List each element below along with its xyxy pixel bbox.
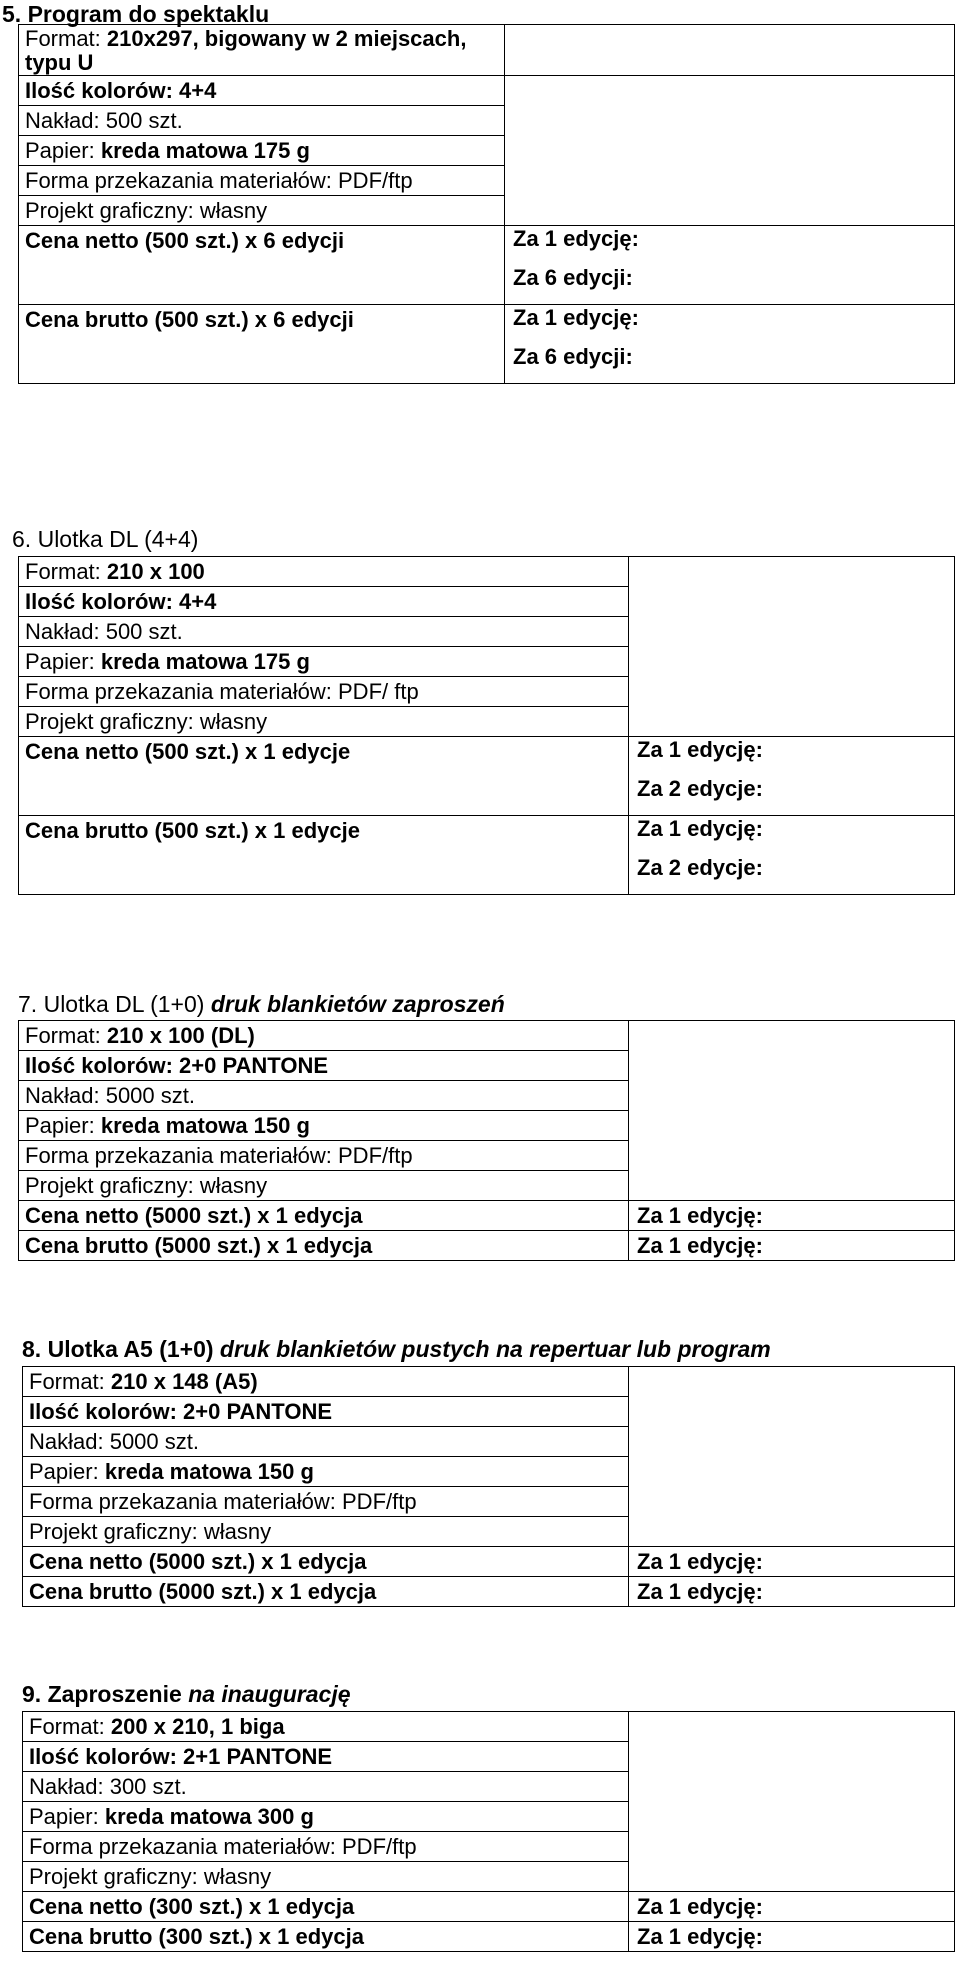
nakład-cell: Nakład: 500 szt.	[19, 106, 505, 136]
colors-cell: Ilość kolorów: 2+1 PANTONE	[23, 1742, 629, 1772]
netto-price-cell: Za 1 edycję:	[629, 1892, 955, 1922]
netto-cell: Cena netto (500 szt.) x 6 edycji	[19, 226, 505, 305]
nakład-cell: Nakład: 300 szt.	[23, 1772, 629, 1802]
forma-cell: Forma przekazania materiałów: PDF/ftp	[19, 1141, 629, 1171]
blank-cell	[629, 1367, 955, 1547]
brutto-price-cell: Za 1 edycję:	[629, 1231, 955, 1261]
colors-cell: Ilość kolorów: 4+4	[19, 76, 505, 106]
netto-cell: Cena netto (5000 szt.) x 1 edycja	[19, 1201, 629, 1231]
brutto-price-cell: Za 1 edycję: Za 6 edycji:	[505, 305, 955, 384]
paper-cell: Papier: kreda matowa 150 g	[19, 1111, 629, 1141]
projekt-cell: Projekt graficzny: własny	[19, 707, 629, 737]
paper-cell: Papier: kreda matowa 175 g	[19, 647, 629, 677]
format-cell: Format: 200 x 210, 1 biga	[23, 1712, 629, 1742]
section-title-text: Program do spektaklu	[27, 1, 270, 27]
nakład-cell: Nakład: 5000 szt.	[19, 1081, 629, 1111]
brutto-price-cell: Za 1 edycję:	[629, 1922, 955, 1952]
brutto-price-cell: Za 1 edycję: Za 2 edycje:	[629, 816, 955, 895]
netto-price-cell: Za 1 edycję:	[629, 1201, 955, 1231]
nakład-cell: Nakład: 5000 szt.	[23, 1427, 629, 1457]
colors-cell: Ilość kolorów: 4+4	[19, 587, 629, 617]
section-number: 5.	[2, 1, 22, 27]
section-5-table	[18, 24, 955, 384]
format-cell: Format: 210x297, bigowany w 2 miejscach, typu U	[19, 25, 505, 76]
colors-cell: Ilość kolorów: 2+0 PANTONE	[23, 1397, 629, 1427]
brutto-price-cell: Za 1 edycję:	[629, 1577, 955, 1607]
blank-cell	[629, 1021, 955, 1201]
forma-cell: Forma przekazania materiałów: PDF/ftp	[23, 1832, 629, 1862]
brutto-cell: Cena brutto (500 szt.) x 1 edycje	[19, 816, 629, 895]
paper-cell: Papier: kreda matowa 175 g	[19, 136, 505, 166]
blank-cell	[629, 557, 955, 737]
nakład-cell: Nakład: 500 szt.	[19, 617, 629, 647]
section-9-title: 9. Zaproszenie na inaugurację	[22, 1681, 351, 1707]
brutto-cell: Cena brutto (500 szt.) x 6 edycji	[19, 305, 505, 384]
format-cell: Format: 210 x 100	[19, 557, 629, 587]
projekt-cell: Projekt graficzny: własny	[19, 1171, 629, 1201]
projekt-cell: Projekt graficzny: własny	[19, 196, 505, 226]
blank-cell	[505, 76, 955, 226]
section-6-title: 6. Ulotka DL (4+4)	[12, 526, 199, 552]
brutto-cell: Cena brutto (5000 szt.) x 1 edycja	[19, 1231, 629, 1261]
netto-price-cell: Za 1 edycję: Za 2 edycje:	[629, 737, 955, 816]
section-8-table	[22, 1366, 955, 1607]
blank-cell	[629, 1712, 955, 1892]
projekt-cell: Projekt graficzny: własny	[23, 1862, 629, 1892]
blank-cell	[505, 25, 955, 76]
brutto-cell: Cena brutto (5000 szt.) x 1 edycja	[23, 1577, 629, 1607]
brutto-cell: Cena brutto (300 szt.) x 1 edycja	[23, 1922, 629, 1952]
forma-cell: Forma przekazania materiałów: PDF/ftp	[19, 166, 505, 196]
netto-cell: Cena netto (500 szt.) x 1 edycje	[19, 737, 629, 816]
section-7-title: 7. Ulotka DL (1+0) druk blankietów zaproszeń	[18, 991, 505, 1017]
paper-cell: Papier: kreda matowa 300 g	[23, 1802, 629, 1832]
forma-cell: Forma przekazania materiałów: PDF/ ftp	[19, 677, 629, 707]
netto-price-cell: Za 1 edycję:	[629, 1547, 955, 1577]
format-cell: Format: 210 x 148 (A5)	[23, 1367, 629, 1397]
netto-cell: Cena netto (300 szt.) x 1 edycja	[23, 1892, 629, 1922]
forma-cell: Forma przekazania materiałów: PDF/ftp	[23, 1487, 629, 1517]
colors-cell: Ilość kolorów: 2+0 PANTONE	[19, 1051, 629, 1081]
netto-cell: Cena netto (5000 szt.) x 1 edycja	[23, 1547, 629, 1577]
paper-cell: Papier: kreda matowa 150 g	[23, 1457, 629, 1487]
format-cell: Format: 210 x 100 (DL)	[19, 1021, 629, 1051]
section-8-title: 8. Ulotka A5 (1+0) druk blankietów pustych na repertuar lub program	[22, 1336, 771, 1362]
section-7-table	[18, 1020, 955, 1261]
section-9-table	[22, 1711, 955, 1952]
section-5-title	[2, 3, 269, 26]
netto-price-cell: Za 1 edycję: Za 6 edycji:	[505, 226, 955, 305]
section-6-table	[18, 556, 955, 895]
projekt-cell: Projekt graficzny: własny	[23, 1517, 629, 1547]
